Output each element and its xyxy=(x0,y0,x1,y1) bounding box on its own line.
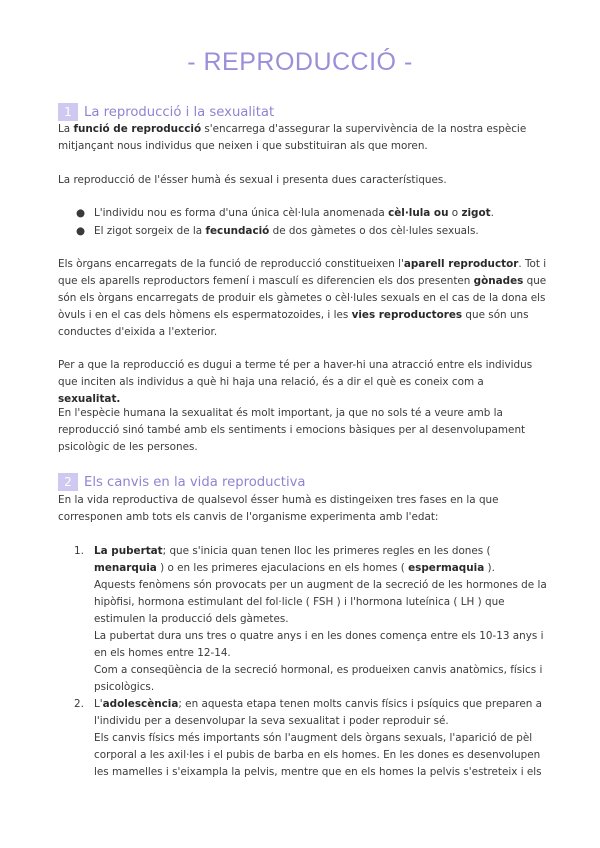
page-title: - REPRODUCCIÓ - xyxy=(187,48,413,76)
text-line: Com a conseqüència de la secreció hormonal, es produeixen canvis anatòmics, físics i psicològics. xyxy=(94,664,543,693)
list-number: 1. xyxy=(74,545,84,557)
text-run: La xyxy=(58,123,74,135)
bullet-list xyxy=(58,205,548,240)
bullet-dot-icon: ● xyxy=(76,207,86,219)
paragraph-human-sexuality: En l'espècie humana la sexualitat és molt important, ja que no sols té a veure amb la reproducció sinó també amb els sentiments i emocions bàsiques per al desenvolupament psicològic de les persones. xyxy=(58,407,526,453)
section-title: Els canvis en la vida reproductiva xyxy=(84,474,306,490)
list-item xyxy=(58,205,548,223)
bold-term: sexualitat. xyxy=(58,393,121,405)
list-item-puberty xyxy=(58,543,548,696)
text-run: L'individu nou es forma d'una única cèl·lula anomenada xyxy=(94,207,389,219)
paragraph-sexual-reproduction: La reproducció de l'ésser humà és sexual i presenta dues característiques. xyxy=(58,174,447,186)
list-item xyxy=(58,223,548,241)
paragraph-life-phases: En la vida reproductiva de qualsevol ésser humà es distingeixen tres fases en la que corresponen amb tots els canvis de l'organisme experimenta amb l'edat: xyxy=(58,494,499,523)
text-line: Aquests fenòmens són provocats per un augment de la secreció de les hormones de la hipòfisi, hormona estimulant del fol·licle ( FSH ) i l'hormona luteínica ( LH ) que estimulen la producció dels gàmetes. xyxy=(94,579,547,625)
paragraph-reproductive-system xyxy=(58,256,548,341)
text-run: . xyxy=(490,207,494,219)
list-item-adolescence xyxy=(58,696,548,781)
bold-term: espermaquia xyxy=(408,562,485,574)
numbered-list xyxy=(58,543,548,781)
text-run: . Tot i que els aparells reproductors femení i masculí es diferencien els dos presenten xyxy=(58,258,547,287)
bullet-dot-icon: ● xyxy=(76,224,86,237)
bold-term: zigot xyxy=(461,207,491,219)
bold-term: funció de reproducció xyxy=(73,123,202,135)
text-run: ; que s'inicia quan tenen lloc les primeres regles en les dones ( xyxy=(162,545,491,557)
text-line: Els canvis físics més importants són l'augment dels òrgans sexuals, l'aparició de pèl corporal a les axil·les i el pubis de barba en els homes. En les dones es desenvolupen les mamelles i s'eixampla la pelvis, mentre que en els homes la pelvis s'estreteix i els xyxy=(94,732,542,778)
section-number-badge: 2 xyxy=(58,473,78,491)
paragraph-reproduction-function xyxy=(58,121,548,155)
section-heading-1 xyxy=(58,103,274,121)
text-run: ). xyxy=(484,562,495,574)
bold-term: aparell reproductor xyxy=(403,258,519,270)
text-run: L' xyxy=(94,698,103,710)
text-line: La pubertat dura uns tres o quatre anys i en les dones comença entre els 10-13 anys i en els homes entre 12-14. xyxy=(94,630,544,659)
text-run: Els òrgans encarregats de la funció de reproducció constitueixen l' xyxy=(58,258,404,270)
bold-term: menarquia xyxy=(94,562,157,574)
bold-term: vies reproductores xyxy=(351,309,463,321)
list-number: 2. xyxy=(74,698,84,710)
text-run: o xyxy=(448,207,462,219)
text-run: ) o en les primeres ejaculacions en els homes ( xyxy=(156,562,409,574)
text-run: de dos gàmetes o dos cèl·lules sexuals. xyxy=(269,224,479,237)
bold-term: La pubertat xyxy=(94,545,163,557)
text-run: El zigot sorgeix de la xyxy=(94,224,206,237)
text-run: que són els òrgans encarregats de produir els gàmetes o cèl·lules sexuals en el cas de la dona els òvuls i en el cas dels hòmens els espermatozoides, i les xyxy=(58,275,547,321)
paragraph-sexuality xyxy=(58,357,548,408)
text-run: s'encarrega d'assegurar la supervivència de la nostra espècie mitjançant nous individus que neixen i que substituiran als que moren. xyxy=(58,123,527,152)
text-run: Per a que la reproducció es dugui a terme té per a haver-hi una atracció entre els individus que inciten als individus a què hi haja una relació, és a dir el què es coneix com a xyxy=(58,359,533,388)
text-run: ; en aquesta etapa tenen molts canvis físics i psíquics que preparen a l'individu per a desenvolupar la seva sexualitat i poder reproduir sé. xyxy=(94,698,542,727)
section-number-badge: 1 xyxy=(58,103,78,121)
bold-term: adolescència xyxy=(102,698,179,710)
section-title: La reproducció i la sexualitat xyxy=(84,104,275,120)
bold-term: fecundació xyxy=(205,224,270,237)
section-heading-2 xyxy=(58,473,306,491)
text-run: que són uns conductes d'eixida a l'exterior. xyxy=(58,309,529,338)
bold-term: gònades xyxy=(473,275,524,287)
bold-term: cèl·lula ou xyxy=(388,207,449,219)
